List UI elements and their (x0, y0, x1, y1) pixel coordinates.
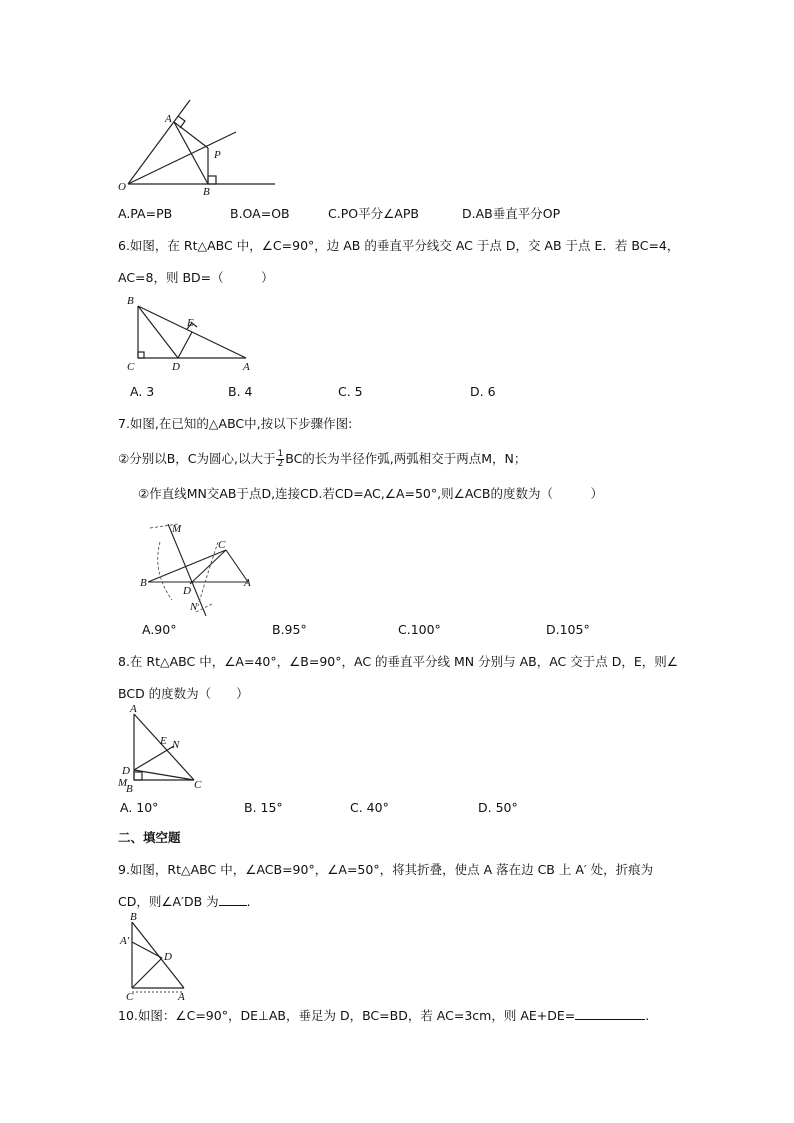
q9-text-line1: 9.如图，Rt△ABC 中，∠ACB=90°，∠A=50°，将其折叠，使点 A 落在边 CB 上 A′ 处，折痕为 (118, 862, 654, 877)
q8-figure (116, 702, 212, 794)
q7-text-line1: 7.如图,在已知的△ABC中,按以下步骤作图: (118, 416, 353, 431)
q7-label-b: B (140, 577, 147, 589)
q8-label-b: B (126, 783, 133, 795)
q5-label-a: A (165, 113, 172, 125)
q8-label-n: N (172, 739, 180, 751)
q5-option-d: D.AB垂直平分OP (462, 206, 561, 221)
q6-option-c: C. 5 (338, 384, 363, 399)
q7-fraction-num: 1 (277, 449, 284, 459)
q9-label-b: B (130, 911, 137, 923)
q5-option-b: B.OA=OB (230, 206, 290, 221)
q6-text-line2: AC=8，则 BD=（ ） (118, 270, 274, 285)
q7-label-n: N (190, 601, 198, 613)
q8-label-a: A (130, 703, 137, 715)
q8-option-d: D. 50° (478, 800, 518, 815)
q7-label-a: A (244, 577, 251, 589)
q7-figure (138, 512, 258, 620)
q6-label-d: D (172, 361, 180, 373)
q7-fraction-den: 2 (277, 459, 284, 469)
q9-answer-blank[interactable] (219, 905, 247, 906)
q7-option-a: A.90° (142, 622, 177, 637)
q6-label-b: B (127, 295, 134, 307)
q5-label-b: B (203, 186, 210, 198)
q10-answer-blank[interactable] (575, 1019, 645, 1020)
q5-label-o: O (118, 181, 126, 193)
q6-label-c: C (127, 361, 135, 373)
q7-fraction (276, 450, 284, 469)
q6-option-b: B. 4 (228, 384, 253, 399)
q9-line2-text: CD，则∠A′DB 为 (118, 894, 219, 909)
q6-option-a: A. 3 (130, 384, 155, 399)
q6-figure (122, 292, 262, 376)
q8-label-d: D (122, 765, 130, 777)
q8-text-line2: BCD 的度数为（ ） (118, 686, 249, 701)
q8-text-line1: 8.在 Rt△ABC 中，∠A=40°，∠B=90°，AC 的垂直平分线 MN 分别与 AB，AC 交于点 D，E，则∠ (118, 654, 678, 669)
q7-step1-post: BC的长为半径作弧,两弧相交于两点M，N； (285, 451, 527, 466)
q8-option-c: C. 40° (350, 800, 389, 815)
q5-option-a: A.PA=PB (118, 206, 173, 221)
q7-step1 (118, 450, 526, 469)
q8-option-a: A. 10° (120, 800, 159, 815)
section-title-fill-in: 二、填空题 (118, 830, 181, 845)
q6-option-d: D. 6 (470, 384, 496, 399)
q8-option-b: B. 15° (244, 800, 283, 815)
q8-label-c: C (194, 779, 202, 791)
q7-step1-pre: ②分别以B，C为圆心,以大于 (118, 451, 276, 466)
q9-label-d: D (164, 951, 172, 963)
q9-line2-end: . (246, 894, 251, 909)
q7-option-b: B.95° (272, 622, 307, 637)
q9-figure (116, 912, 196, 1002)
q9-label-a: A (178, 991, 185, 1003)
q8-label-e: E (160, 735, 167, 747)
q9-label-a-prime: A′ (120, 935, 130, 947)
q6-label-a: A (243, 361, 250, 373)
q5-label-p: P (214, 149, 221, 161)
q7-label-d: D (183, 585, 191, 597)
q7-step2: ②作直线MN交AB于点D,连接CD.若CD=AC,∠A=50°,则∠ACB的度数为（ ） (138, 486, 603, 501)
q9-label-c: C (126, 991, 134, 1003)
q6-label-e: E (187, 317, 194, 329)
q10-line1-end: . (645, 1008, 650, 1023)
q10-line1-text: 10.如图：∠C=90°，DE⊥AB，垂足为 D，BC=BD，若 AC=3cm，则 AE+DE= (118, 1008, 576, 1023)
q6-text-line1: 6.如图，在 Rt△ABC 中，∠C=90°，边 AB 的垂直平分线交 AC 于点 D，交 AB 于点 E．若 BC=4， (118, 238, 680, 253)
q5-option-c: C.PO平分∠APB (328, 206, 419, 221)
q10-text-line1 (118, 1008, 649, 1024)
q9-text-line2 (118, 894, 251, 910)
q7-label-c: C (218, 539, 226, 551)
q7-label-m: M (172, 523, 182, 535)
q7-option-d: D.105° (546, 622, 590, 637)
q8-label-m: M (118, 777, 128, 789)
q5-figure (112, 92, 282, 200)
q7-option-c: C.100° (398, 622, 441, 637)
